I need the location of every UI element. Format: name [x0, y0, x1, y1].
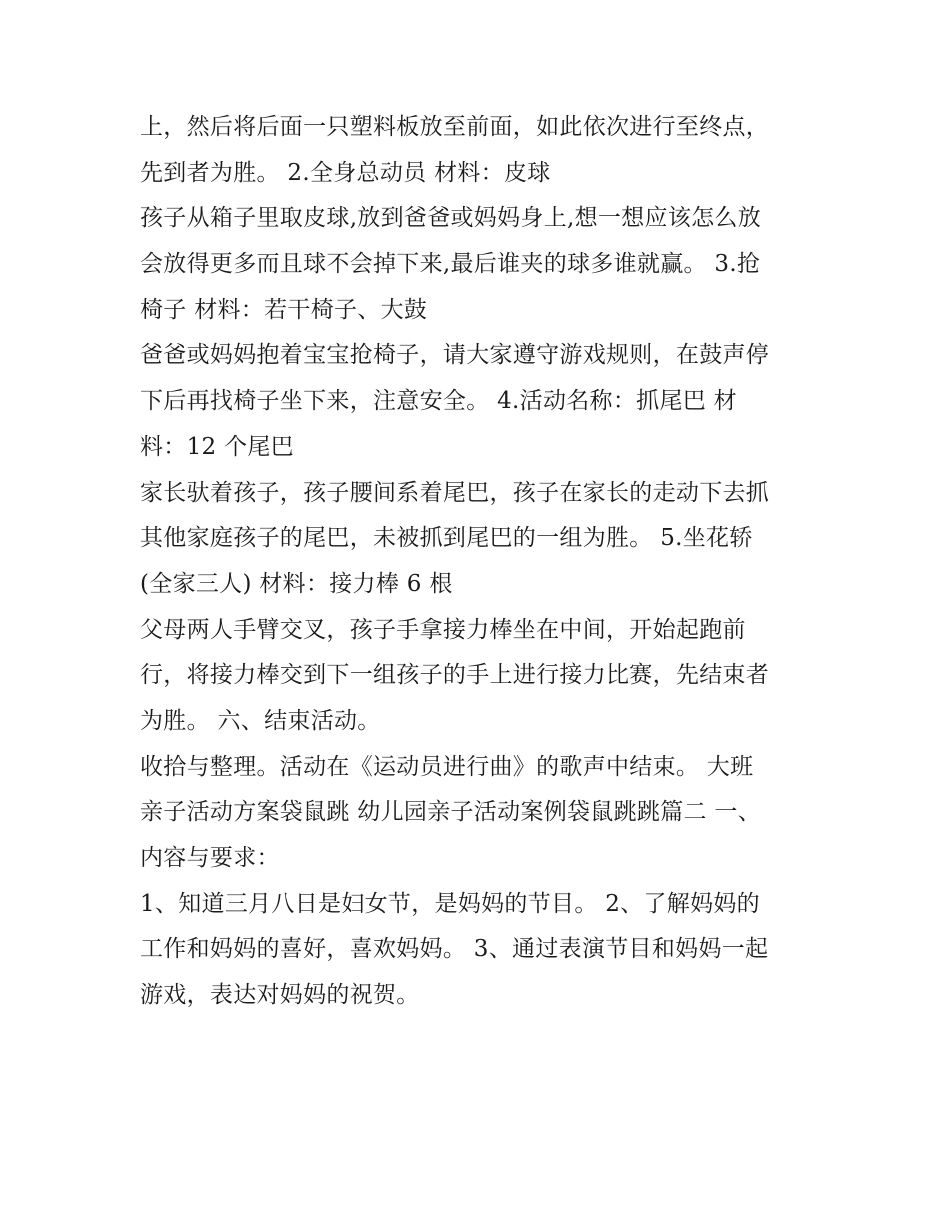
text-line: 游戏，表达对妈妈的祝贺。 — [140, 982, 420, 1009]
text-line: 上，然后将后面一只塑料板放至前面，如此依次进行至终点， — [140, 114, 770, 140]
text-line: 家长驮着孩子，孩子腰间系着尾巴，孩子在家长的走动下去抓 — [140, 479, 770, 506]
text-line: 孩子从箱子里取皮球,放到爸爸或妈妈身上,想一想应该怎么放 — [140, 205, 762, 232]
text-line: 内容与要求： — [140, 845, 280, 871]
text-line: 父母两人手臂交叉，孩子手拿接力棒坐在中间，开始起跑前 — [140, 616, 746, 643]
text-line: 亲子活动方案袋鼠跳 幼儿园亲子活动案例袋鼠跳跳篇二 一、 — [140, 799, 762, 826]
text-line: 料：12 个尾巴 — [140, 433, 294, 460]
text-line: 1、知道三月八日是妇女节，是妈妈的节目。 2、了解妈妈的 — [140, 890, 760, 917]
text-line: 工作和妈妈的喜好，喜欢妈妈。 3、通过表演节目和妈妈一起 — [140, 936, 769, 963]
document-body — [140, 105, 820, 1019]
text-line: 行，将接力棒交到下一组孩子的手上进行接力比赛，先结束者 — [140, 662, 770, 689]
text-line: 为胜。 六、结束活动。 — [140, 707, 381, 734]
text-line: (全家三人) 材料：接力棒 6 根 — [140, 570, 453, 597]
text-line: 会放得更多而且球不会掉下来,最后谁夹的球多谁就赢。 3.抢 — [140, 251, 761, 278]
text-line: 先到者为胜。 2.全身总动员 材料：皮球 — [140, 159, 551, 186]
text-line: 椅子 材料：若干椅子、大鼓 — [140, 296, 428, 323]
text-line: 其他家庭孩子的尾巴，未被抓到尾巴的一组为胜。 5.坐花轿 — [140, 525, 753, 552]
text-line: 下后再找椅子坐下来，注意安全。 4.活动名称：抓尾巴 材 — [140, 388, 737, 415]
text-line: 爸爸或妈妈抱着宝宝抢椅子，请大家遵守游戏规则，在鼓声停 — [140, 342, 770, 369]
text-line: 收拾与整理。活动在《运动员进行曲》的歌声中结束。 大班 — [140, 753, 754, 780]
